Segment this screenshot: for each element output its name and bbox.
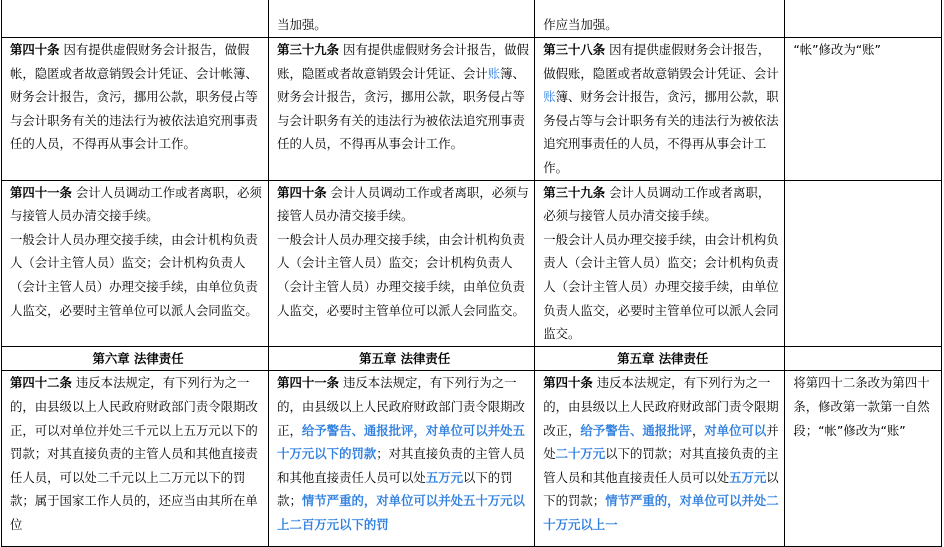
table-row xyxy=(2,371,942,547)
highlight-text: 对单位可以 xyxy=(704,422,767,438)
old-law-cell xyxy=(2,38,269,181)
chapter-heading: 第六章 法律责任 xyxy=(2,346,269,371)
table-row xyxy=(2,38,942,181)
table-row xyxy=(2,0,942,38)
note-cell xyxy=(785,0,942,38)
note-cell xyxy=(785,38,942,181)
article-number: 第三十九条 xyxy=(543,184,606,200)
article-text: 簿、财务会计报告，贪污，挪用公款，职务侵占等与会计职务有关的违法行为被依法追究刑事责任的人员，不得再从事会计工作。 xyxy=(543,89,779,175)
article-number: 第四十条 xyxy=(543,375,593,391)
article-text: 会计人员调动工作或者离职，必须与接管人员办清交接手续。 xyxy=(10,184,262,224)
article-text: 违反本法规定，有下列行为之一的，由县级以上人民政府财政部门责令限期改正， xyxy=(277,375,525,438)
highlight-text: 二十万元 xyxy=(555,446,606,462)
note-cell xyxy=(785,346,942,371)
article-text: ；对其直接负责的主管人员和其他直接责任人员可以处 xyxy=(277,446,525,485)
article-paragraph: 一般会计人员办理交接手续，由会计机构负责人（会计主管人员）监交；会计机构负责人（会计主管人员）办理交接手续，由单位负责人监交，必要时主管单位可以派人会同监交。 xyxy=(277,231,525,318)
article-text: 违反本法规定，有下列行为之一的，由县级以上人民政府财政部门责令限期改正， xyxy=(543,375,779,438)
article-number: 第四十条 xyxy=(277,184,327,200)
highlight-text: 给予警告、通报批评，对单位可以并处五十万元以下的罚款 xyxy=(277,422,525,462)
note-text: 将第四十二条改为第四十条，修改第一款第一自然段；“帐”修改为“账” xyxy=(793,375,930,438)
highlight-text: 账 xyxy=(543,89,556,105)
new-law-cell xyxy=(535,0,785,38)
new-law-cell xyxy=(535,180,785,346)
comparison-table xyxy=(1,0,942,547)
cell-text: 作应当加强。 xyxy=(543,17,618,32)
old-law-cell xyxy=(2,180,269,346)
highlight-text: 五万元 xyxy=(425,469,463,485)
article-text: 以下的罚款； xyxy=(543,469,779,509)
article-number: 第四十二条 xyxy=(10,375,72,391)
chapter-heading: 第五章 法律责任 xyxy=(269,346,535,371)
chapter-heading: 第五章 法律责任 xyxy=(535,346,785,371)
note-cell xyxy=(785,180,942,346)
highlight-text: 情节严重的，对单位可以并处五十万元以上二百万元以下的罚 xyxy=(277,493,525,532)
article-number: 第三十八条 xyxy=(543,42,606,57)
article-number: 第四十条 xyxy=(10,42,60,57)
cell-text: 当加强。 xyxy=(277,17,327,32)
article-paragraph: 一般会计人员办理交接手续，由会计机构负责人（会计主管人员）监交；会计机构负责人（会计主管人员）办理交接手续，由单位负责人监交，必要时主管单位可以派人会同监交。 xyxy=(10,231,258,318)
article-number: 第四十一条 xyxy=(10,184,72,200)
article-text: 会计人员调动工作或者离职，必须与接管人员办清交接手续。 xyxy=(277,184,529,224)
article-text: ， xyxy=(691,422,705,438)
article-text: 违反本法规定，有下列行为之一的，由县级以上人民政府财政部门责令限期改正，可以对单位并处三千元以上五万元以下的罚款；对其直接负责的主管人员和其他直接责任人员，可以处二千元以上二万元以下的罚款；属于国家工作人员的，还应当由其所在单位 xyxy=(10,375,258,532)
article-text: 簿、财务会计报告，贪污，挪用公款，职务侵占等与会计职务有关的违法行为被依法追究刑事责任的人员，不得再从事会计工作。 xyxy=(277,65,525,152)
article-text: 并处 xyxy=(543,422,779,462)
article-text: 会计人员调动工作或者离职，必须与接管人员办清交接手续。 xyxy=(543,184,771,224)
article-number: 第三十九条 xyxy=(277,42,340,57)
highlight-text: 情节严重的，对单位可以并处二十万元以上一 xyxy=(543,493,779,532)
draft-cell xyxy=(269,0,535,38)
draft-cell xyxy=(269,180,535,346)
highlight-text: 给予警告、通报批评 xyxy=(580,422,692,438)
note-text: “帐”修改为“账” xyxy=(793,42,881,57)
note-cell xyxy=(785,371,942,547)
draft-cell xyxy=(269,38,535,181)
draft-cell xyxy=(269,371,535,547)
highlight-text: 账 xyxy=(487,65,501,81)
article-text: 因有提供虚假财务会计报告，做假帐，隐匿或者故意销毁会计凭证、会计帐簿、财务会计报告，贪污，挪用公款，职务侵占等与会计职务有关的违法行为被依法追究刑事责任的人员，不得再从事会计工作。 xyxy=(10,42,258,152)
article-number: 第四十一条 xyxy=(277,375,340,391)
old-law-cell xyxy=(2,0,269,38)
new-law-cell xyxy=(535,38,785,181)
chapter-row xyxy=(2,346,942,371)
article-text: 以下的罚款；对其直接负责的主管人员和其他直接责任人员可以处 xyxy=(543,446,779,485)
article-paragraph: 一般会计人员办理交接手续，由会计机构负责人（会计主管人员）监交；会计机构负责人（会计主管人员）办理交接手续，由单位负责人监交，必要时主管单位可以派人会同监交。 xyxy=(543,231,779,342)
table-row xyxy=(2,180,942,346)
article-text: 因有提供虚假财务会计报告，做假账，隐匿或者故意销毁会计凭证、会计 xyxy=(277,42,529,81)
highlight-text: 五万元 xyxy=(729,469,767,485)
article-text: 因有提供虚假财务会计报告，做假账，隐匿或者故意销毁会计凭证、会计 xyxy=(543,42,779,81)
old-law-cell xyxy=(2,371,269,547)
new-law-cell xyxy=(535,371,785,547)
article-text: 以下的罚款； xyxy=(277,469,513,509)
